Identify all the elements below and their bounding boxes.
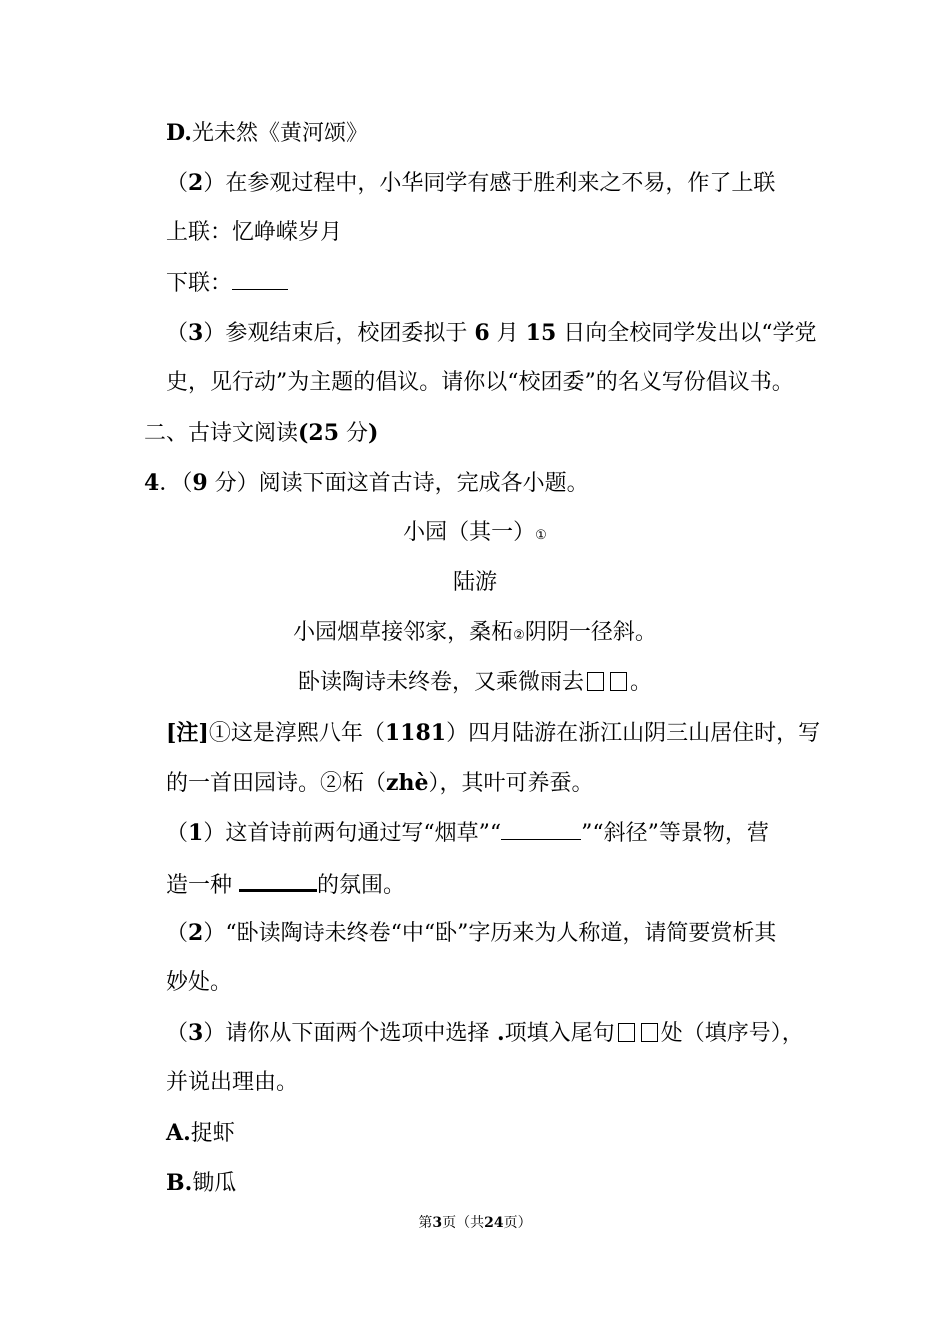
- question-4-2: [166, 917, 776, 950]
- question-text: ）这首诗前两句通过写“烟草”“: [203, 821, 502, 846]
- question-score: 9: [192, 470, 208, 496]
- month-number: 6: [474, 320, 490, 346]
- option-text: 捉虾: [190, 1121, 235, 1146]
- footer-text: 页）: [503, 1215, 532, 1231]
- page-number: 3: [432, 1215, 443, 1231]
- question-text: ）请你从下面两个选项中选择: [203, 1021, 490, 1046]
- question-number: 3: [188, 320, 204, 346]
- question-dot: .: [489, 1020, 505, 1046]
- note-text: ①这是淳熙八年（: [208, 721, 385, 746]
- section-score-close: ): [368, 420, 379, 446]
- section-score-unit: 分: [339, 421, 369, 446]
- poem-line-1: [0, 617, 950, 652]
- poem-line-2: [0, 667, 950, 699]
- poem-author-text: 陆游: [452, 570, 497, 595]
- poem-note: [166, 717, 820, 750]
- section-score: (25: [298, 420, 340, 446]
- paren: （: [166, 921, 189, 946]
- question-text: 分）阅读下面这首古诗，完成各小题。: [207, 471, 589, 496]
- paren: （: [166, 821, 189, 846]
- total-pages: 24: [484, 1215, 504, 1231]
- footnote-marker: ①: [535, 528, 547, 543]
- missing-char-box: [610, 672, 627, 691]
- paren: （: [166, 321, 189, 346]
- question-number: 2: [188, 170, 204, 196]
- section-heading: [144, 417, 378, 450]
- question-text: 妙处。: [166, 970, 233, 995]
- page-footer: [0, 1213, 950, 1233]
- question-text: 史，见行动”为主题的倡议。请你以“校团委”的名义写份倡议书。: [166, 370, 794, 395]
- option-a: [166, 1117, 235, 1150]
- question-text: 项填入尾句: [504, 1021, 615, 1046]
- question-4-3: [166, 1017, 804, 1050]
- lower-couplet: [166, 267, 288, 300]
- question-number: 1: [188, 820, 204, 846]
- option-letter: B.: [166, 1170, 193, 1196]
- poem-text: 小园烟草接邻家，桑柘: [293, 620, 514, 645]
- upper-couplet-text: 上联：忆峥嵘岁月: [166, 220, 343, 245]
- question-text: 月: [489, 321, 526, 346]
- upper-couplet: [166, 217, 342, 249]
- footer-text: 第: [418, 1215, 433, 1231]
- day-number: 15: [525, 320, 557, 346]
- paren: （: [166, 1021, 189, 1046]
- question-text: ）“卧读陶诗未终卷“中“卧”字历来为人称道，请简要赏析其: [203, 921, 777, 946]
- question-text: 处（填序号），: [660, 1021, 804, 1046]
- option-letter: A.: [166, 1120, 191, 1146]
- note-label: [注]: [166, 720, 209, 746]
- section-title: 二、古诗文阅读: [144, 421, 299, 446]
- note-year: 1181: [384, 720, 447, 746]
- question-text: 并说出理由。: [166, 1070, 299, 1095]
- missing-char-box: [587, 672, 604, 691]
- question-3-3-cont: [166, 367, 794, 399]
- question-3-3: [166, 317, 817, 350]
- question-number: 4: [144, 470, 160, 496]
- question-text: ）在参观过程中，小华同学有感于胜利来之不易，作了上联: [203, 171, 776, 196]
- question-text: 造一种: [166, 873, 239, 898]
- poem-title: [0, 517, 950, 552]
- footnote-marker: ②: [513, 628, 525, 643]
- question-text: ．（: [159, 471, 193, 496]
- note-text: 的一首田园诗。②柘（: [166, 771, 387, 796]
- question-4-1-cont: [166, 867, 405, 902]
- poem-text: 阴阴一径斜。: [524, 620, 657, 645]
- poem-author: [0, 567, 950, 599]
- poem-text: 卧读陶诗未终卷，又乘微雨去: [297, 670, 584, 695]
- question-number: 3: [188, 1020, 204, 1046]
- missing-char-box: [618, 1023, 635, 1042]
- paren: （: [166, 171, 189, 196]
- question-text: ”“斜径”等景物，营: [581, 821, 769, 846]
- option-text: 光未然《黄河颂》: [191, 121, 368, 146]
- missing-char-box: [641, 1023, 658, 1042]
- question-number: 2: [188, 920, 204, 946]
- footer-text: 页（共: [442, 1215, 485, 1231]
- option-b: [166, 1167, 236, 1200]
- poem-title-text: 小园（其一）: [403, 520, 536, 545]
- lower-couplet-label: 下联：: [166, 271, 233, 296]
- option-d: [166, 117, 368, 150]
- poem-end-mark: 。: [630, 670, 653, 695]
- question-text: ）参观结束后，校团委拟于: [203, 321, 475, 346]
- question-text: 日向全校同学发出以“学党: [556, 321, 817, 346]
- option-text: 锄瓜: [192, 1171, 237, 1196]
- question-text: 的氛围。: [317, 873, 406, 898]
- answer-blank[interactable]: [239, 867, 317, 892]
- answer-blank[interactable]: [232, 267, 288, 290]
- question-4-1: [166, 817, 769, 850]
- note-text: ）四月陆游在浙江山阴三山居住时，写: [446, 721, 821, 746]
- question-4: [144, 467, 589, 500]
- question-4-2-cont: [166, 967, 232, 999]
- note-text: ），其叶可养蚕。: [428, 771, 594, 796]
- option-letter: D.: [166, 120, 192, 146]
- question-3-2: [166, 167, 775, 200]
- poem-note-cont: [166, 767, 594, 800]
- question-4-3-cont: [166, 1067, 298, 1099]
- note-pinyin: zhè: [386, 770, 429, 796]
- answer-blank[interactable]: [501, 817, 581, 840]
